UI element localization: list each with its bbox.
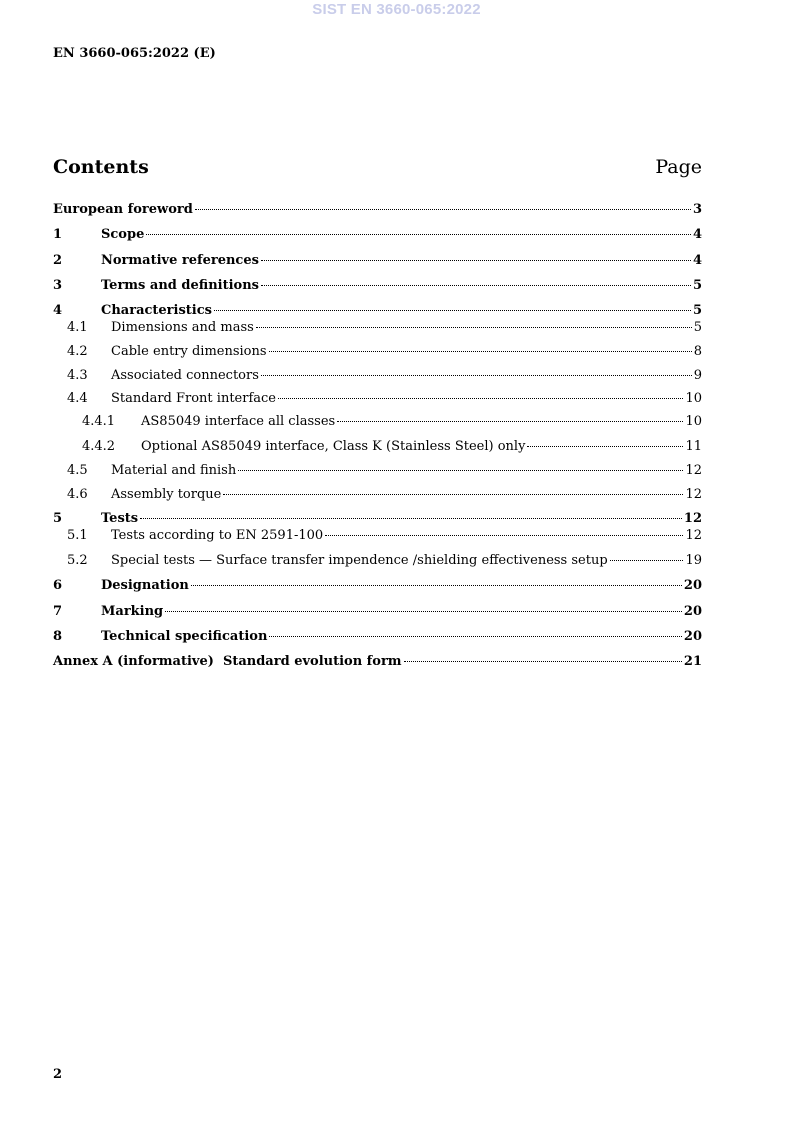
toc-number: 4.3 bbox=[67, 368, 88, 383]
toc-title: Terms and definitions bbox=[101, 278, 259, 293]
toc-page: 12 bbox=[685, 528, 702, 543]
toc-page: 9 bbox=[693, 368, 702, 383]
toc-title: Characteristics bbox=[101, 303, 212, 318]
toc-page: 21 bbox=[683, 654, 702, 669]
page-column-heading: Page bbox=[655, 156, 702, 178]
toc-page: 20 bbox=[683, 604, 702, 619]
toc-number: 5.1 bbox=[67, 528, 88, 543]
toc-number: 4.2 bbox=[67, 344, 88, 359]
toc-entry-technical-specification[interactable] bbox=[53, 628, 702, 646]
page-number: 2 bbox=[53, 1067, 63, 1082]
toc-entry-designation[interactable] bbox=[53, 577, 702, 595]
toc-title: Designation bbox=[101, 578, 189, 593]
toc-title: Dimensions and mass bbox=[111, 320, 254, 335]
toc-title: Standard Front interface bbox=[111, 391, 276, 406]
toc-title: European foreword bbox=[53, 202, 193, 217]
toc-number: 4.4.2 bbox=[82, 439, 116, 454]
toc-title: Assembly torque bbox=[111, 487, 222, 502]
document-id: EN 3660-065:2022 (E) bbox=[53, 46, 216, 61]
toc-title: Tests according to EN 2591-100 bbox=[111, 528, 324, 543]
toc-number: 7 bbox=[53, 604, 63, 619]
toc-number: 1 bbox=[53, 227, 63, 242]
toc-title: Tests bbox=[101, 511, 139, 526]
contents-title: Contents bbox=[53, 156, 149, 178]
toc-title: AS85049 interface all classes bbox=[141, 414, 336, 429]
toc-page: 20 bbox=[683, 629, 702, 644]
toc-page: 5 bbox=[692, 303, 702, 318]
toc-page: 5 bbox=[692, 278, 702, 293]
toc-title: Marking bbox=[101, 604, 164, 619]
toc-page: 8 bbox=[693, 344, 702, 359]
toc-entry-material-and-finish[interactable] bbox=[53, 462, 702, 480]
toc-entry-european-foreword[interactable] bbox=[53, 201, 702, 219]
toc-page: 5 bbox=[693, 320, 702, 335]
toc-entry-special-tests[interactable] bbox=[53, 552, 702, 570]
toc-title: Normative references bbox=[101, 253, 259, 268]
toc-page: 12 bbox=[685, 487, 702, 502]
toc-title: Special tests — Surface transfer impendence /shielding effectiveness setup bbox=[111, 553, 608, 568]
toc-entry-annex-a[interactable] bbox=[53, 653, 702, 671]
toc-entry-terms-and-definitions[interactable] bbox=[53, 277, 702, 295]
toc-entry-marking[interactable] bbox=[53, 603, 702, 621]
toc-page: 10 bbox=[685, 391, 702, 406]
table-of-contents bbox=[53, 0, 702, 1122]
toc-page: 4 bbox=[692, 227, 702, 242]
toc-page: 3 bbox=[692, 202, 702, 217]
toc-title: Cable entry dimensions bbox=[111, 344, 267, 359]
toc-entry-scope[interactable] bbox=[53, 226, 702, 244]
toc-page: 11 bbox=[685, 439, 702, 454]
toc-number: 4.1 bbox=[67, 320, 88, 335]
toc-entry-assembly-torque[interactable] bbox=[53, 486, 702, 504]
watermark: SIST EN 3660-065:2022 bbox=[312, 1, 481, 18]
toc-number: 4 bbox=[53, 303, 63, 318]
toc-number: 4.4 bbox=[67, 391, 88, 406]
toc-entry-standard-front-interface[interactable] bbox=[53, 390, 702, 408]
toc-title: Optional AS85049 interface, Class K (Stainless Steel) only bbox=[141, 439, 526, 454]
toc-page: 12 bbox=[685, 463, 702, 478]
toc-page: 4 bbox=[692, 253, 702, 268]
toc-title: Annex A (informative) Standard evolution form bbox=[53, 654, 402, 669]
toc-page: 12 bbox=[683, 511, 702, 526]
toc-number: 5 bbox=[53, 511, 63, 526]
toc-entry-as85049-interface-all-classes[interactable] bbox=[53, 413, 702, 431]
toc-entry-tests-according-to-en-2591-100[interactable] bbox=[53, 527, 702, 545]
toc-entry-cable-entry-dimensions[interactable] bbox=[53, 343, 702, 361]
toc-entry-associated-connectors[interactable] bbox=[53, 367, 702, 385]
toc-entry-tests[interactable] bbox=[53, 510, 702, 528]
toc-number: 6 bbox=[53, 578, 63, 593]
toc-number: 3 bbox=[53, 278, 63, 293]
toc-entry-normative-references[interactable] bbox=[53, 252, 702, 270]
toc-title: Associated connectors bbox=[111, 368, 259, 383]
toc-entry-dimensions-and-mass[interactable] bbox=[53, 319, 702, 337]
toc-number: 4.4.1 bbox=[82, 414, 116, 429]
toc-page: 10 bbox=[685, 414, 702, 429]
toc-entry-optional-as85049-interface[interactable] bbox=[53, 438, 702, 456]
toc-number: 2 bbox=[53, 253, 63, 268]
toc-title: Material and finish bbox=[111, 463, 237, 478]
toc-number: 4.6 bbox=[67, 487, 88, 502]
toc-title: Technical specification bbox=[101, 629, 268, 644]
toc-number: 8 bbox=[53, 629, 63, 644]
toc-page: 19 bbox=[685, 553, 702, 568]
toc-number: 4.5 bbox=[67, 463, 88, 478]
toc-number: 5.2 bbox=[67, 553, 88, 568]
toc-title: Scope bbox=[101, 227, 145, 242]
toc-page: 20 bbox=[683, 578, 702, 593]
toc-entry-characteristics[interactable] bbox=[53, 302, 702, 320]
